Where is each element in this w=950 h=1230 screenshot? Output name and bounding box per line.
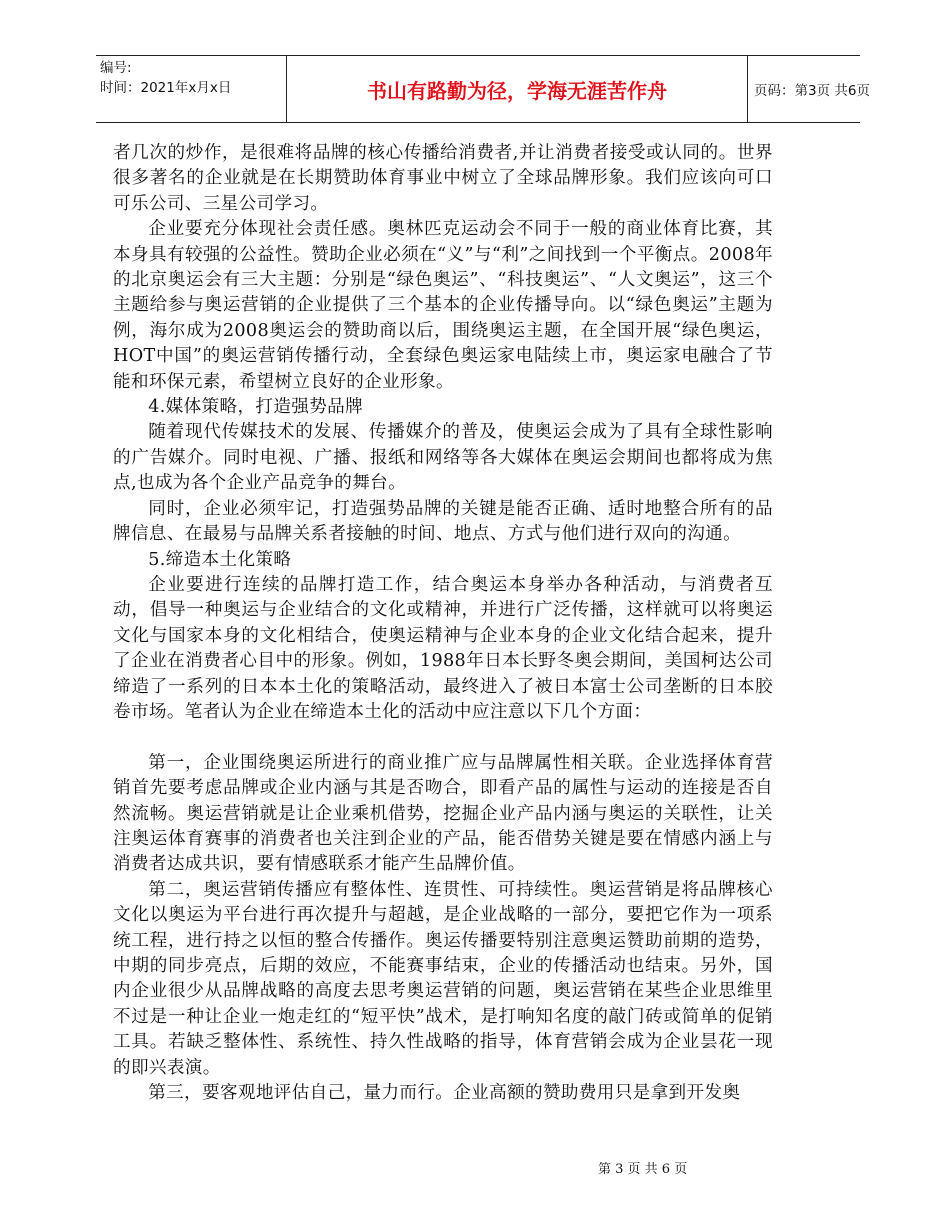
paragraph: 企业要充分体现社会责任感。奥林匹克运动会不同于一般的商业体育比赛，其本身具有较强的公益性。赞助企业必须在“义”与“利”之间找到一个平衡点。2008年的北京奥运会有三大主题：分别是“绿色奥运”、“科技奥运”、“人文奥运”，这三个主题给参与奥运营销的企业提供了三个基本的企业传播导向。以“绿色奥运”主题为例，海尔成为2008奥运会的赞助商以后，围绕奥运主题，在全国开展“绿色奥运，HOT中国”的奥运营销传播行动，全套绿色奥运家电陆续上市，奥运家电融合了节能和环保元素，希望树立良好的企业形象。 (113, 219, 773, 392)
page-footer: 第 3 页 共 6 页 (598, 1162, 688, 1177)
page-header (96, 55, 870, 123)
document-date-label: 时间：2021年x月x日 (100, 80, 232, 96)
header-motto: 书山有路勤为径，学海无涯苦作舟 (286, 56, 748, 122)
paragraph: 第三，要客观地评估自己，量力而行。企业高额的赞助费用只是拿到开发奥 (148, 1083, 741, 1104)
section-heading: 5.缔造本土化策略 (148, 549, 292, 570)
header-page-info: 页码：第3页 共6页 (754, 83, 870, 99)
header-meta (100, 58, 286, 98)
paragraph: 同时，企业必须牢记，打造强势品牌的关键是能否正确、适时地整合所有的品牌信息、在最易与品牌关系者接触的时间、地点、方式与他们进行双向的沟通。 (113, 498, 773, 545)
document-body (113, 141, 773, 1106)
paragraph: 企业要进行连续的品牌打造工作，结合奥运本身举办各种活动，与消费者互动，倡导一种奥运与企业结合的文化或精神，并进行广泛传播，这样就可以将奥运文化与国家本身的文化相结合，使奥运精神与企业本身的企业文化结合起来，提升了企业在消费者心目中的形象。例如，1988年日本长野冬奥会期间，美国柯达公司缔造了一系列的日本本土化的策略活动，最终进入了被日本富士公司垄断的日本胶卷市场。笔者认为企业在缔造本土化的活动中应注意以下几个方面： (113, 574, 773, 722)
paragraph: 第一，企业围绕奥运所进行的商业推广应与品牌属性相关联。企业选择体育营销首先要考虑品牌或企业内涵与其是否吻合，即看产品的属性与运动的连接是否自然流畅。奥运营销就是让企业乘机借势，挖掘企业产品内涵与奥运的关联性，让关注奥运体育赛事的消费者也关注到企业的产品，能否借势关键是要在情感内涵上与消费者达成共识，要有情感联系才能产生品牌价值。 (113, 752, 773, 875)
blank-line (113, 725, 773, 750)
paragraph-continuation: 者几次的炒作，是很难将品牌的核心传播给消费者,并让消费者接受或认同的。世界很多著名的企业就是在长期赞助体育事业中树立了全球品牌形象。我们应该向可口可乐公司、三星公司学习。 (113, 143, 773, 214)
paragraph: 随着现代传媒技术的发展、传播媒介的普及，使奥运会成为了具有全球性影响的广告媒介。同时电视、广播、报纸和网络等各大媒体在奥运会期间也都将成为焦点,也成为各个企业产品竞争的舞台。 (113, 422, 773, 494)
section-heading: 4.媒体策略，打造强势品牌 (148, 397, 364, 418)
document-number-label: 编号: (100, 60, 132, 76)
paragraph: 第二，奥运营销传播应有整体性、连贯性、可持续性。奥运营销是将品牌核心文化以奥运为平台进行再次提升与超越，是企业战略的一部分，要把它作为一项系统工程，进行持之以恒的整合传播作。奥运传播要特别注意奥运赞助前期的造势，中期的同步亮点，后期的效应，不能赛事结束，企业的传播活动也结束。另外，国内企业很少从品牌战略的高度去思考奥运营销的问题，奥运营销在某些企业思维里不过是一种让企业一炮走红的“短平快”战术，是打响知名度的敲门砖或简单的促销工具。若缺乏整体性、系统性、持久性战略的指导，体育营销会成为企业昙花一现的即兴表演。 (113, 879, 773, 1078)
